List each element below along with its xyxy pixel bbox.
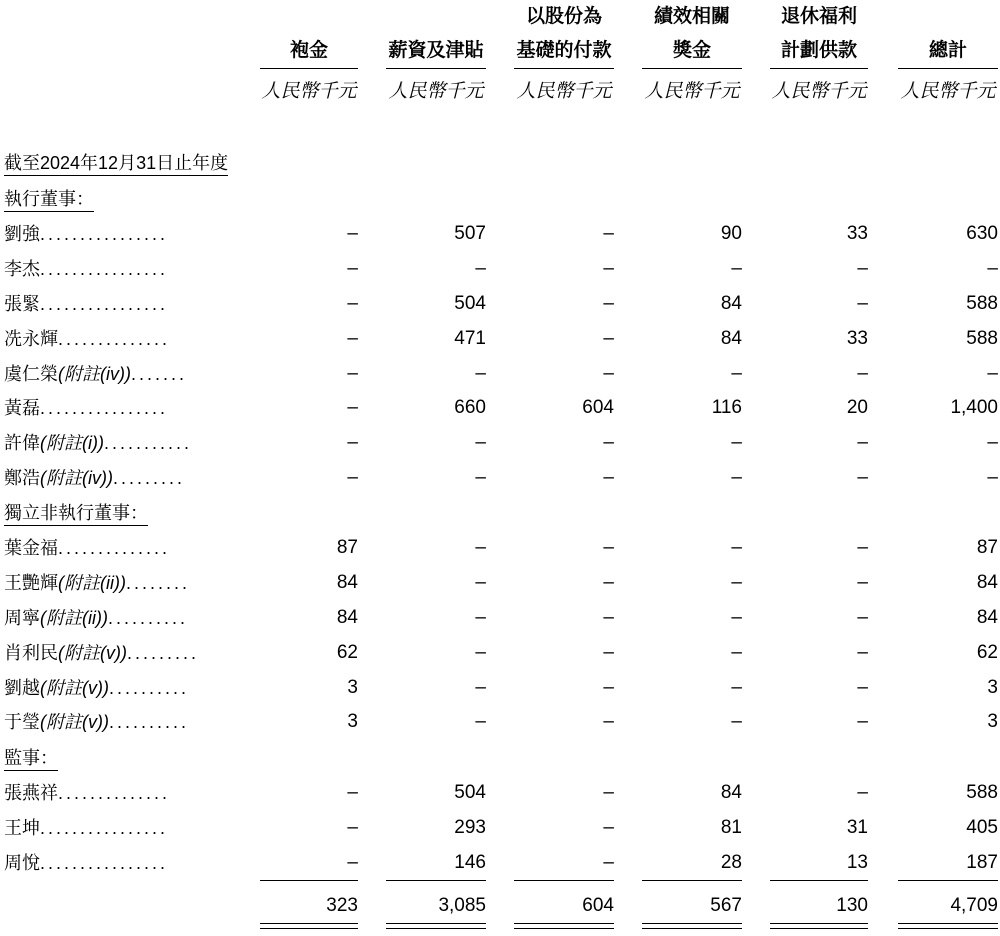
section-heading-supervisors — [4, 745, 58, 771]
leader-dots: ................ — [40, 853, 169, 873]
cell-retirement-contributions: – — [857, 607, 868, 628]
period-title-text: 截至2024年12月31日止年度 — [4, 153, 228, 176]
row-label — [4, 570, 190, 596]
cell-performance-bonus: 84 — [720, 328, 742, 349]
footnote-reference: (附註(i)) — [40, 433, 104, 453]
row-label — [4, 465, 185, 491]
cell-fees: – — [347, 467, 358, 488]
cell-share-based-payments: – — [603, 223, 614, 244]
cell-performance-bonus: 84 — [720, 782, 742, 803]
cell-retirement-contributions: – — [857, 293, 868, 314]
cell-performance-bonus: – — [731, 677, 742, 698]
section-heading-text: 獨立非執行董事： — [4, 503, 148, 526]
cell-fees: – — [347, 432, 358, 453]
subtotal-rule — [260, 880, 358, 881]
row-label — [4, 709, 189, 735]
leader-dots: ................ — [40, 818, 169, 838]
cell-performance-bonus: 84 — [720, 293, 742, 314]
row-label — [4, 815, 168, 841]
column-header-salaries-allowances — [386, 0, 486, 71]
column-unit: 人民幣千元 — [261, 81, 357, 102]
cell-performance-bonus: – — [731, 642, 742, 663]
row-label — [4, 850, 168, 876]
cell-total: 62 — [976, 642, 998, 663]
cell-salaries-allowances: – — [475, 363, 486, 384]
double-total-rule — [898, 923, 998, 929]
leader-dots: ......... — [126, 643, 199, 663]
row-label — [4, 430, 192, 456]
footnote-reference: (附註(v)) — [40, 678, 109, 698]
total-total: 4,709 — [950, 895, 998, 916]
row-label — [4, 256, 168, 282]
cell-share-based-payments: 604 — [582, 397, 614, 418]
cell-total: – — [987, 258, 998, 279]
person-name: 許偉 — [4, 433, 40, 453]
cell-fees: – — [347, 782, 358, 803]
cell-share-based-payments: – — [603, 607, 614, 628]
cell-retirement-contributions: – — [857, 258, 868, 279]
column-unit: 人民幣千元 — [388, 81, 484, 102]
cell-performance-bonus: 90 — [720, 223, 742, 244]
cell-share-based-payments: – — [603, 467, 614, 488]
cell-performance-bonus: 116 — [711, 397, 742, 418]
column-header-line1: 退休福利 — [780, 6, 857, 27]
subtotal-rule — [514, 880, 614, 881]
cell-salaries-allowances: – — [475, 432, 486, 453]
double-total-rule — [514, 923, 614, 929]
cell-fees: – — [347, 258, 358, 279]
total-retirement-contributions: 130 — [836, 895, 868, 916]
cell-share-based-payments: – — [603, 293, 614, 314]
cell-share-based-payments: – — [603, 572, 614, 593]
column-unit: 人民幣千元 — [771, 81, 867, 102]
cell-retirement-contributions: 33 — [846, 223, 868, 244]
row-label — [4, 640, 199, 666]
cell-salaries-allowances: 507 — [454, 223, 486, 244]
subtotal-rule — [898, 880, 998, 881]
cell-fees: 84 — [336, 572, 358, 593]
cell-salaries-allowances: 146 — [454, 852, 486, 873]
cell-total: 87 — [976, 537, 998, 558]
total-salaries-allowances: 3,085 — [438, 895, 486, 916]
cell-retirement-contributions: – — [857, 677, 868, 698]
cell-salaries-allowances: 504 — [454, 782, 486, 803]
leader-dots: .......... — [108, 712, 189, 732]
column-header-line2: 薪資及津貼 — [386, 34, 486, 69]
cell-salaries-allowances: – — [475, 607, 486, 628]
cell-share-based-payments: – — [603, 328, 614, 349]
person-name: 黃磊 — [4, 398, 40, 418]
double-total-rule — [386, 923, 486, 929]
person-name: 劉越 — [4, 678, 40, 698]
column-header-retirement-contributions — [770, 0, 868, 71]
person-name: 王艷輝 — [4, 573, 58, 593]
cell-total: 588 — [966, 782, 998, 803]
footnote-reference: (附註(ii)) — [40, 608, 108, 628]
row-label — [4, 605, 188, 631]
leader-dots: .......... — [107, 608, 188, 628]
cell-total: 405 — [966, 817, 998, 838]
leader-dots: ....... — [130, 364, 187, 384]
subtotal-rule — [386, 880, 486, 881]
cell-share-based-payments: – — [603, 258, 614, 279]
row-label — [4, 291, 168, 317]
column-unit: 人民幣千元 — [516, 81, 612, 102]
cell-total: 187 — [966, 852, 998, 873]
total-fees: 323 — [326, 895, 358, 916]
subtotal-rule — [770, 880, 868, 881]
cell-total: 1,400 — [950, 397, 998, 418]
cell-salaries-allowances: – — [475, 572, 486, 593]
row-label — [4, 395, 168, 421]
footnote-reference: (附註(v)) — [40, 712, 109, 732]
cell-retirement-contributions: – — [857, 467, 868, 488]
column-header-line1: 以股份為 — [525, 6, 602, 27]
row-label — [4, 535, 170, 561]
column-unit: 人民幣千元 — [900, 81, 996, 102]
cell-retirement-contributions: – — [857, 363, 868, 384]
total-performance-bonus: 567 — [710, 895, 742, 916]
column-header-line2: 袍金 — [260, 34, 358, 69]
person-name: 王坤 — [4, 818, 40, 838]
cell-share-based-payments: – — [603, 537, 614, 558]
row-label — [4, 780, 170, 806]
column-header-line2: 基礎的付款 — [514, 34, 614, 69]
cell-retirement-contributions: – — [857, 711, 868, 732]
person-name: 周寧 — [4, 608, 40, 628]
column-header-line2: 獎金 — [642, 34, 742, 69]
cell-retirement-contributions: 33 — [846, 328, 868, 349]
person-name: 虞仁榮 — [4, 364, 58, 384]
cell-salaries-allowances: – — [475, 711, 486, 732]
double-total-rule — [260, 923, 358, 929]
cell-retirement-contributions: – — [857, 782, 868, 803]
section-heading-text: 執行董事： — [4, 189, 94, 212]
column-header-total — [898, 0, 998, 71]
cell-performance-bonus: – — [731, 711, 742, 732]
footnote-reference: (附註(iv)) — [58, 364, 131, 384]
cell-performance-bonus: – — [731, 572, 742, 593]
leader-dots: ................ — [40, 224, 169, 244]
person-name: 張緊 — [4, 294, 40, 314]
leader-dots: ........... — [103, 433, 192, 453]
cell-total: 588 — [966, 293, 998, 314]
leader-dots: ................ — [40, 398, 169, 418]
person-name: 于瑩 — [4, 712, 40, 732]
cell-fees: – — [347, 293, 358, 314]
column-header-line2: 總計 — [898, 34, 998, 69]
cell-share-based-payments: – — [603, 817, 614, 838]
section-heading-text: 監事： — [4, 748, 58, 771]
cell-share-based-payments: – — [603, 852, 614, 873]
person-name: 張燕祥 — [4, 783, 58, 803]
section-heading-independent — [4, 500, 148, 526]
cell-salaries-allowances: – — [475, 537, 486, 558]
cell-fees: 62 — [336, 642, 358, 663]
person-name: 鄭浩 — [4, 468, 40, 488]
cell-share-based-payments: – — [603, 363, 614, 384]
row-label — [4, 221, 168, 247]
cell-performance-bonus: – — [731, 432, 742, 453]
cell-total: 3 — [987, 711, 998, 732]
cell-share-based-payments: – — [603, 677, 614, 698]
cell-total: 84 — [976, 607, 998, 628]
row-label — [4, 675, 189, 701]
cell-performance-bonus: 28 — [720, 852, 742, 873]
cell-salaries-allowances: – — [475, 677, 486, 698]
cell-share-based-payments: – — [603, 782, 614, 803]
cell-salaries-allowances: 660 — [454, 397, 486, 418]
cell-retirement-contributions: – — [857, 572, 868, 593]
leader-dots: ................ — [40, 259, 169, 279]
leader-dots: ......... — [112, 468, 185, 488]
section-heading-executive — [4, 186, 94, 212]
cell-retirement-contributions: – — [857, 537, 868, 558]
column-header-performance-bonus — [642, 0, 742, 71]
leader-dots: ........ — [125, 573, 190, 593]
column-header-line1: 績效相關 — [653, 6, 730, 27]
cell-performance-bonus: – — [731, 537, 742, 558]
cell-performance-bonus: – — [731, 607, 742, 628]
cell-fees: 3 — [347, 711, 358, 732]
person-name: 周悅 — [4, 853, 40, 873]
row-label — [4, 361, 187, 387]
person-name: 李杰 — [4, 259, 40, 279]
cell-salaries-allowances: – — [475, 467, 486, 488]
cell-performance-bonus: 81 — [720, 817, 742, 838]
cell-salaries-allowances: – — [475, 642, 486, 663]
cell-total: – — [987, 467, 998, 488]
cell-total: 3 — [987, 677, 998, 698]
column-header-line1 — [898, 0, 998, 34]
period-title — [4, 150, 228, 176]
cell-fees: 87 — [336, 537, 358, 558]
cell-performance-bonus: – — [731, 467, 742, 488]
person-name: 劉強 — [4, 224, 40, 244]
person-name: 冼永輝 — [4, 329, 58, 349]
cell-fees: 3 — [347, 677, 358, 698]
cell-fees: – — [347, 817, 358, 838]
leader-dots: .............. — [58, 538, 171, 558]
cell-share-based-payments: – — [603, 432, 614, 453]
total-share-based-payments: 604 — [582, 895, 614, 916]
footnote-reference: (附註(iv)) — [40, 468, 113, 488]
person-name: 肖利民 — [4, 643, 58, 663]
cell-retirement-contributions: – — [857, 642, 868, 663]
cell-salaries-allowances: 471 — [454, 328, 486, 349]
cell-total: 630 — [966, 223, 998, 244]
cell-fees: – — [347, 223, 358, 244]
cell-fees: – — [347, 328, 358, 349]
leader-dots: ................ — [40, 294, 169, 314]
cell-fees: – — [347, 363, 358, 384]
cell-performance-bonus: – — [731, 363, 742, 384]
column-header-line2: 計劃供款 — [770, 34, 868, 69]
cell-retirement-contributions: 20 — [846, 397, 868, 418]
cell-total: – — [987, 432, 998, 453]
leader-dots: .............. — [58, 783, 171, 803]
cell-total: 588 — [966, 328, 998, 349]
cell-performance-bonus: – — [731, 258, 742, 279]
cell-retirement-contributions: – — [857, 432, 868, 453]
column-header-line1 — [260, 0, 358, 34]
cell-total: 84 — [976, 572, 998, 593]
column-header-line1 — [386, 0, 486, 34]
cell-retirement-contributions: 31 — [846, 817, 868, 838]
column-header-share-based-payments — [514, 0, 614, 71]
footnote-reference: (附註(v)) — [58, 643, 127, 663]
double-total-rule — [770, 923, 868, 929]
cell-retirement-contributions: 13 — [846, 852, 868, 873]
cell-salaries-allowances: – — [475, 258, 486, 279]
column-header-fees — [260, 0, 358, 71]
leader-dots: .......... — [108, 678, 189, 698]
cell-fees: – — [347, 397, 358, 418]
column-unit: 人民幣千元 — [644, 81, 740, 102]
cell-share-based-payments: – — [603, 711, 614, 732]
leader-dots: .............. — [58, 329, 171, 349]
cell-fees: 84 — [336, 607, 358, 628]
cell-salaries-allowances: 293 — [454, 817, 486, 838]
row-label — [4, 326, 170, 352]
cell-fees: – — [347, 852, 358, 873]
cell-total: – — [987, 363, 998, 384]
cell-salaries-allowances: 504 — [454, 293, 486, 314]
subtotal-rule — [642, 880, 742, 881]
footnote-reference: (附註(ii)) — [58, 573, 126, 593]
person-name: 葉金福 — [4, 538, 58, 558]
double-total-rule — [642, 923, 742, 929]
cell-share-based-payments: – — [603, 642, 614, 663]
